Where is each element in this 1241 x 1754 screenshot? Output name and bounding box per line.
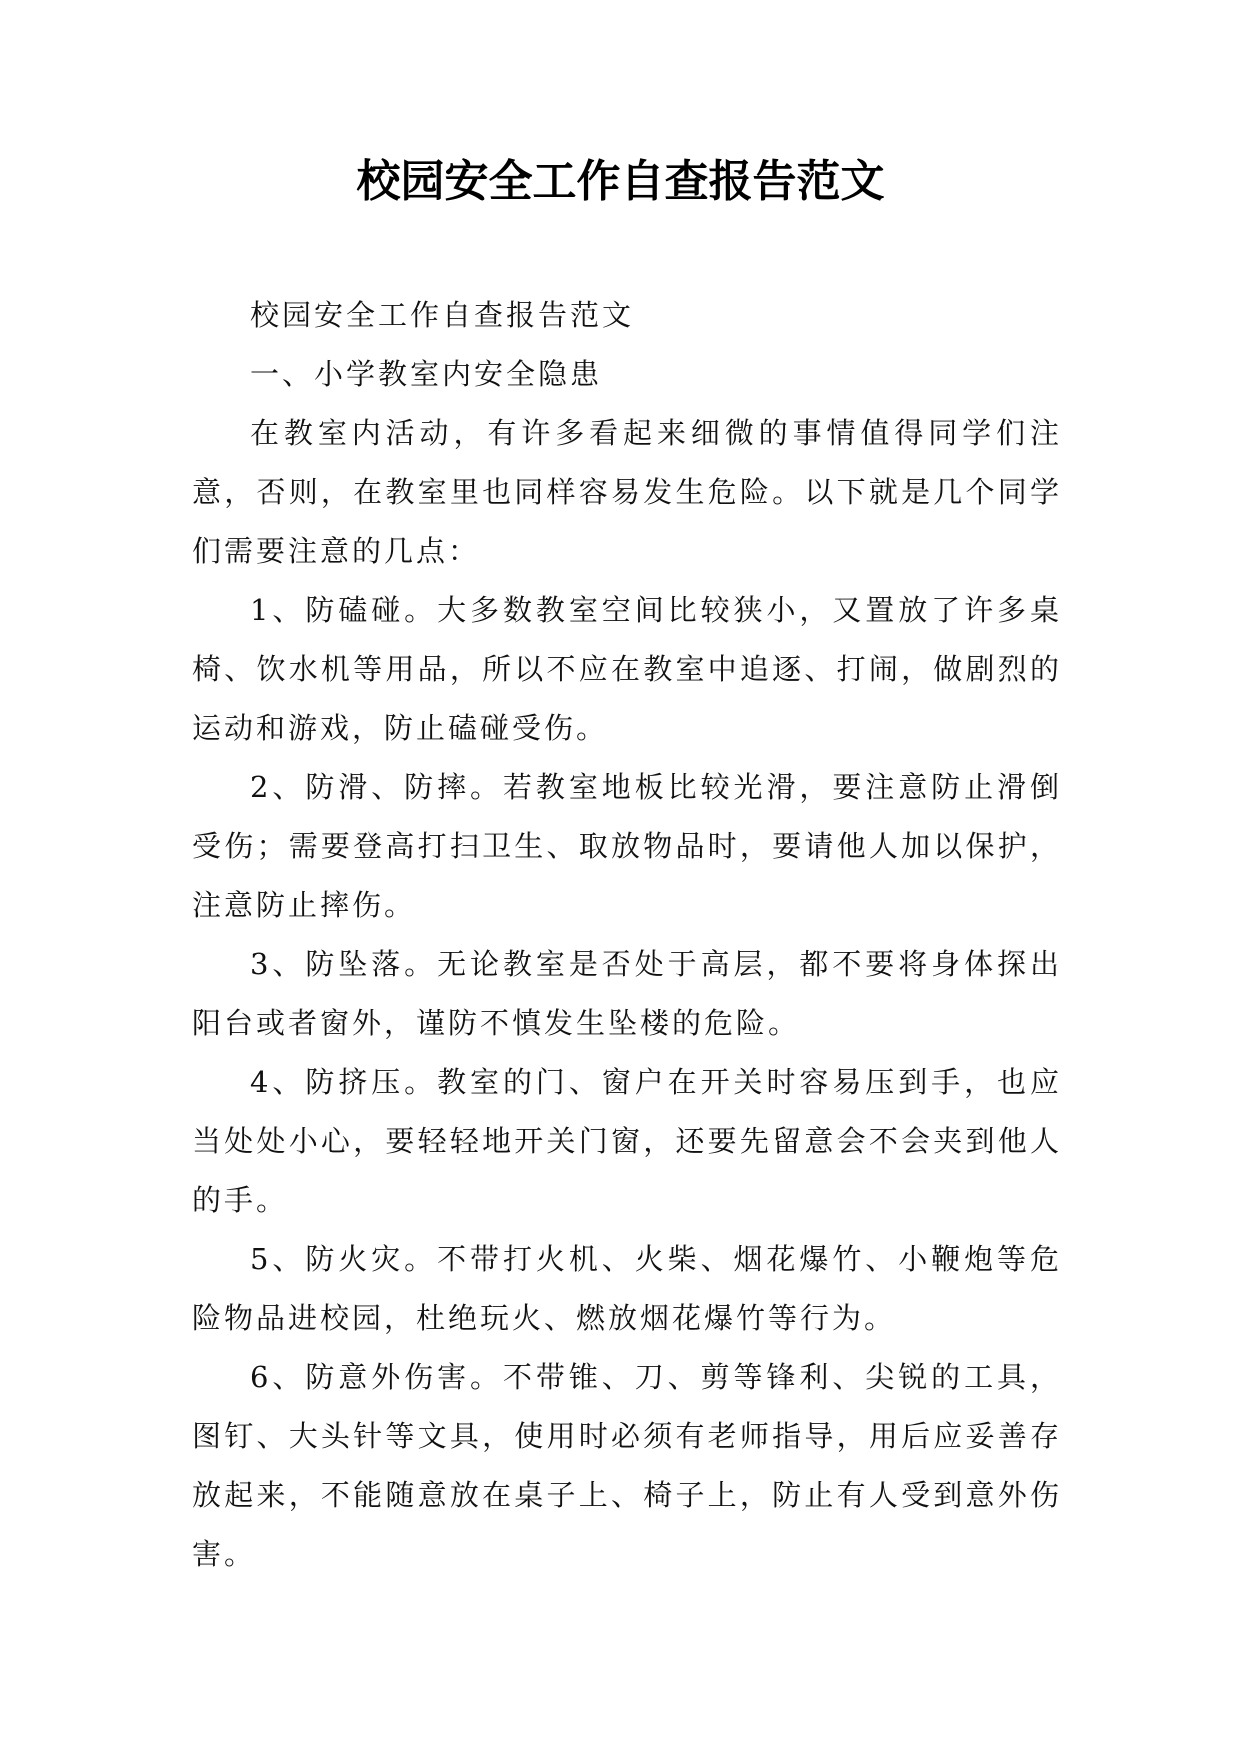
item-paragraph-2: 2、防滑、防摔。若教室地板比较光滑，要注意防止滑倒受伤；需要登高打扫卫生、取放物品时，要请他人加以保护，注意防止摔伤。 <box>192 770 1062 922</box>
intro-paragraph: 在教室内活动，有许多看起来细微的事情值得同学们注意，否则，在教室里也同样容易发生危险。以下就是几个同学们需要注意的几点： <box>192 416 1062 568</box>
document-body <box>192 286 1062 1584</box>
subtitle-paragraph: 校园安全工作自查报告范文 <box>250 298 635 332</box>
document-title: 校园安全工作自查报告范文 <box>356 156 885 207</box>
item-paragraph-6: 6、防意外伤害。不带锥、刀、剪等锋利、尖锐的工具，图钉、大头针等文具，使用时必须有老师指导，用后应妥善存放起来，不能随意放在桌子上、椅子上，防止有人受到意外伤害。 <box>192 1360 1062 1571</box>
item-paragraph-5: 5、防火灾。不带打火机、火柴、烟花爆竹、小鞭炮等危险物品进校园，杜绝玩火、燃放烟花爆竹等行为。 <box>192 1242 1062 1335</box>
item-paragraph-1: 1、防磕碰。大多数教室空间比较狭小，又置放了许多桌椅、饮水机等用品，所以不应在教室中追逐、打闹，做剧烈的运动和游戏，防止磕碰受伤。 <box>192 593 1062 745</box>
item-paragraph-4: 4、防挤压。教室的门、窗户在开关时容易压到手，也应当处处小心，要轻轻地开关门窗，还要先留意会不会夹到他人的手。 <box>192 1065 1062 1217</box>
item-paragraph-3: 3、防坠落。无论教室是否处于高层，都不要将身体探出阳台或者窗外，谨防不慎发生坠楼的危险。 <box>192 947 1062 1040</box>
section-heading: 一、小学教室内安全隐患 <box>250 357 603 391</box>
